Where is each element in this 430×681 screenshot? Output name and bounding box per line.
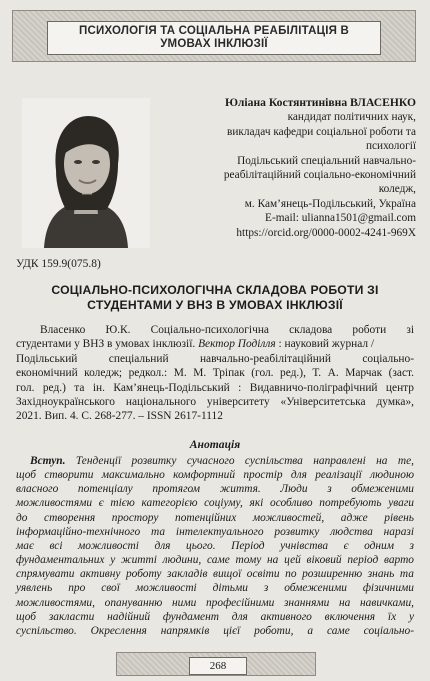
article-title-line-2: СТУДЕНТАМИ У ВНЗ В УМОВАХ ІНКЛЮЗІЇ [87,298,343,312]
abstract-line: уявлень про свої можливості дітьми з обмеженими фізичними [16,582,414,595]
section-header-line-1: ПСИХОЛОГІЯ ТА СОЦІАЛЬНА РЕАБІЛІТАЦІЯ В [79,25,349,37]
author-affiliation-end: коледж, [378,183,416,196]
abstract-line: можливостями є тією категорією соціуму, які особливо потребують уваги [16,497,414,510]
citation-line [16,337,414,351]
citation-line: Подільський спеціальний навчально-реабілітаційний соціально- [16,352,414,365]
citation-line: економічний коледж; редкол.: М. М. Тріпак (гол. ред.), Т. А. Марчак (заст. [16,367,414,380]
abstract-line: власного потенціалу протягом життя. Люди з обмеженими [16,483,414,496]
author-email[interactable]: E-mail: ulianna1501@gmail.com [265,212,416,225]
citation-line: Західноукраїнського національного університету «Університетська думка», [16,396,414,409]
citation-line: гол. ред.) та ін. Кам’янець-Подільський : Видавничо-поліграфічний центр [16,381,414,394]
abstract-line: суспільство. Окреслення напрямків цієї роботи, а саме соціально- [16,624,414,637]
abstract-heading: Анотація [189,438,241,451]
author-orcid-link[interactable]: https://orcid.org/0000-0002-4241-969X [236,226,416,239]
author-location: м. Кам’янець-Подільський, Україна [244,197,416,210]
citation-line: 2021. Вип. 4. С. 268-277. – ISSN 2617-1112 [16,410,223,423]
abstract-line: щоб закласти надійний фундамент для активного включення їх у [16,610,414,623]
abstract-line: можливостями, опануванню ними професійними знаннями на навичками, [16,596,414,609]
abstract-intro-label: Вступ. [30,455,66,467]
author-info [160,96,416,240]
author-photo [22,98,150,248]
author-affiliation: Подільський спеціальний навчально- [237,154,416,167]
udk-code: УДК 159.9(075.8) [16,258,101,270]
abstract-body [16,454,414,638]
citation-text: : науковий журнал / [278,338,375,351]
page-number: 268 [189,657,247,675]
journal-name: Вектор Поділля [198,338,276,351]
article-title [16,283,414,313]
abstract-line: має всі можливості для цього. Період учнівства є одним з [16,539,414,552]
section-header-line-2: УМОВАХ ІНКЛЮЗІЇ [160,38,268,50]
author-name: Юліана Костянтинівна ВЛАСЕНКО [225,96,416,109]
citation-text: студентами у ВНЗ в умовах інклюзії. [16,338,196,351]
citation-line: Власенко Ю.К. Соціально-психологічна складова роботи зі [40,324,414,336]
page-number-banner [116,652,316,676]
author-position: викладач кафедри соціальної роботи та [227,125,416,138]
author-portrait-image [22,98,150,248]
section-header [47,21,381,55]
abstract-line: інформаційно-технічного та інтелектуального розвитку людства наразі [16,525,414,538]
author-degree: кандидат політичних наук, [287,111,416,124]
author-position-cont: психології [365,140,416,153]
abstract-line: фундаментальних у житті людини, саме тому на цей віковий період варто [16,554,414,567]
abstract-line: спрямувати активну роботу закладів вищої освіти по розширенню знань та [16,568,414,581]
abstract-line: до створення простору потенційних можливостей, адже рівень [16,511,414,524]
article-title-line-1: СОЦІАЛЬНО-ПСИХОЛОГІЧНА СКЛАДОВА РОБОТИ ЗІ [51,283,379,297]
author-affiliation-cont: реабілітаційний соціально-економічний [223,169,416,182]
section-header-banner [12,10,416,62]
abstract-line: щоб створити максимально комфортний простір для реалізації людиною [16,469,414,482]
abstract-text: Тенденції розвитку сучасного суспільства направлені на те, [65,455,414,467]
citation-block [16,323,414,424]
abstract-line [16,454,414,468]
